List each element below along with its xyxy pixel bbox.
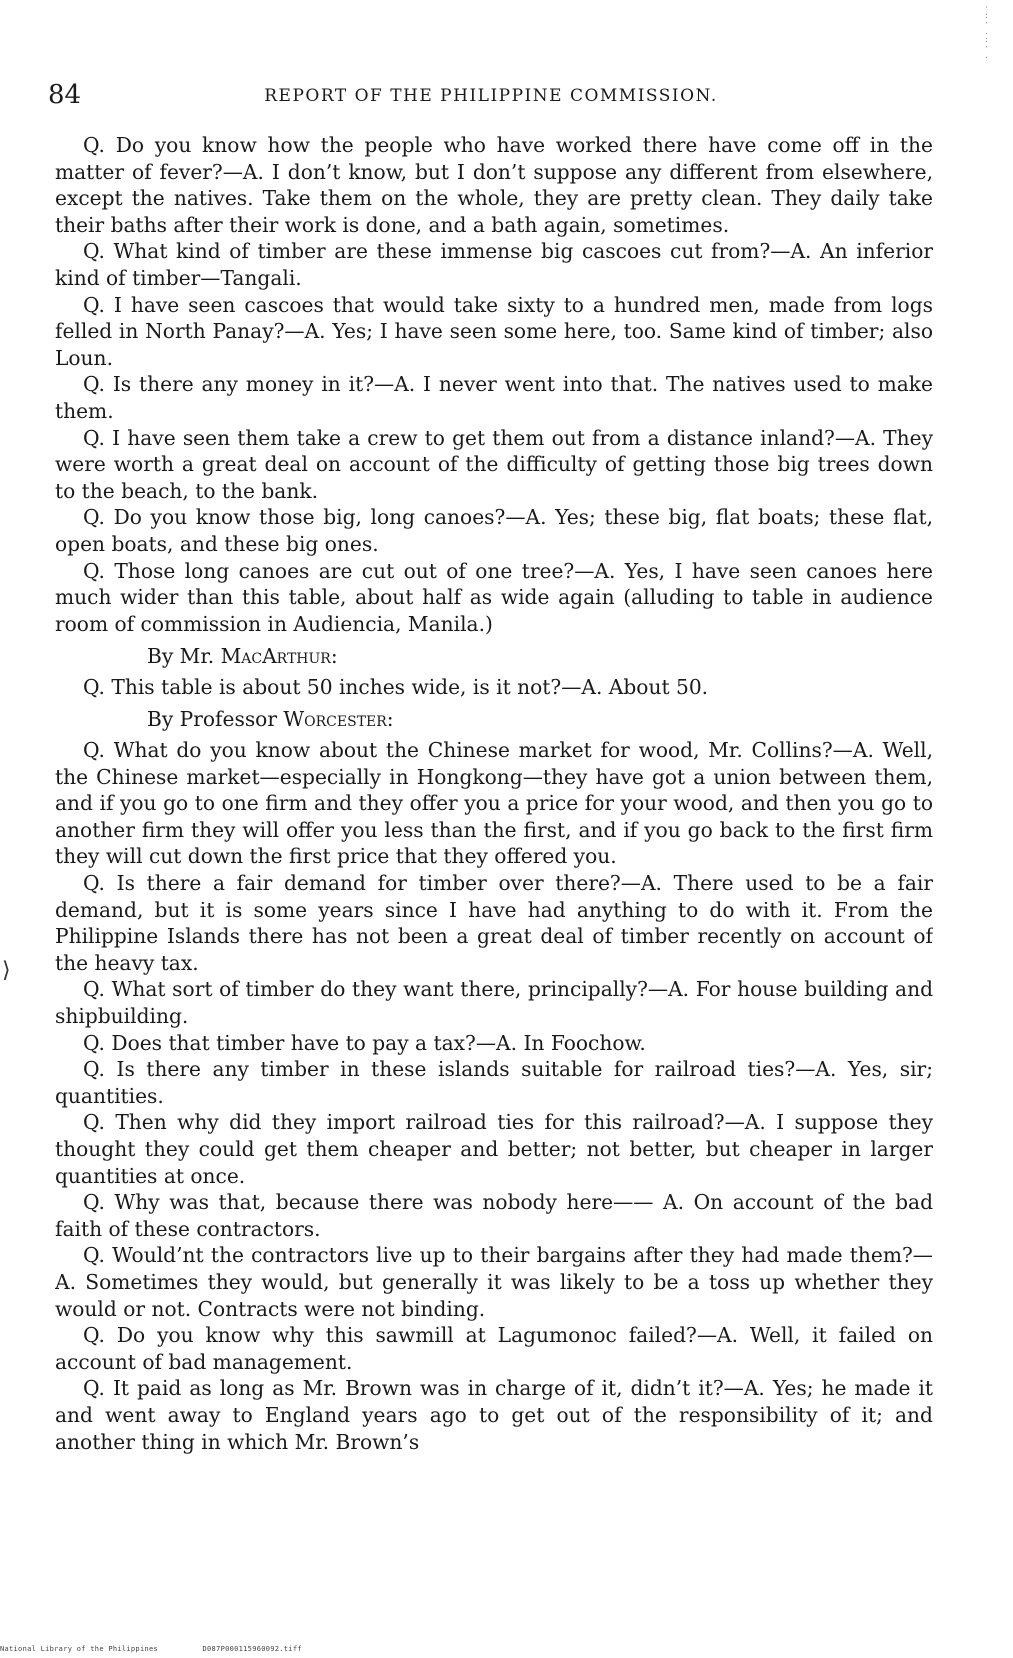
footer-library: National Library of the Philippines xyxy=(0,1645,159,1653)
paragraph: Q. Do you know those big, long canoes?—A. Yes; these big, flat boats; these flat, open boats, and these big ones. xyxy=(55,505,933,556)
running-title: REPORT OF THE PHILIPPINE COMMISSION. xyxy=(264,86,718,106)
scan-corner-noise: · : · . : · . xyxy=(985,3,989,61)
paragraph: Q. This table is about 50 inches wide, is it not?—A. About 50. xyxy=(83,674,709,699)
paragraph: Q. What sort of timber do they want there, principally?—A. For house building and shipbuilding. xyxy=(55,977,933,1028)
paragraph: Q. Would’nt the contractors live up to their bargains after they had made them?—A. Sometimes they would, but generally it was likely to be a toss up whether they would or not. Contracts were not binding. xyxy=(55,1243,933,1321)
paragraph: Q. Why was that, because there was nobody here—— A. On account of the bad faith of these contractors. xyxy=(55,1190,933,1241)
speaker-name: Worcester: xyxy=(283,707,394,732)
paragraph: Q. Those long canoes are cut out of one tree?—A. Yes, I have seen canoes here much wider than this table, about half as wide again (alluding to table in audience room of commission in Audiencia, Manila.) xyxy=(55,558,933,636)
page-header xyxy=(46,80,936,120)
paragraph: Q. It paid as long as Mr. Brown was in charge of it, didn’t it?—A. Yes; he made it and went away to England years ago to get out of the responsibility of it; and another thing in which Mr. Brown’s xyxy=(55,1376,933,1454)
footer-file: D087P000115960092.tiff xyxy=(202,1645,302,1653)
paragraph: Q. Do you know how the people who have worked there have come off in the matter of fever?—A. I don’t know, but I don’t suppose any different from elsewhere, except the natives. Take them on the whole, they are pretty clean. They daily take their baths after their work is done, and a bath again, sometimes. xyxy=(55,133,933,237)
paragraph: Q. What do you know about the Chinese market for wood, Mr. Collins?—A. Well, the Chinese market—especially in Hongkong—they have got a union between them, and if you go to one firm and they offer you a price for your wood, and then you go to another firm they will offer you less than the first, and if you go back to the first firm they will cut down the first price that they offered you. xyxy=(55,738,933,869)
paragraph: Q. Does that timber have to pay a tax?—A. In Foochow. xyxy=(83,1030,646,1055)
paragraph: Q. What kind of timber are these immense big cascoes cut from?—A. An inferior kind of timber—Tangali. xyxy=(55,239,933,290)
speaker-prefix: By Professor xyxy=(147,707,284,732)
speaker-heading xyxy=(55,706,933,733)
paragraph: Q. Is there a fair demand for timber over there?—A. There used to be a fair demand, but it is some years since I have had anything to do with it. From the Philippine Islands there has not been a great deal of timber recently on account of the heavy tax. xyxy=(55,871,933,975)
paragraph: Q. I have seen cascoes that would take sixty to a hundred men, made from logs felled in North Panay?—A. Yes; I have seen some here, too. Same kind of timber; also Loun. xyxy=(55,292,933,370)
speaker-heading xyxy=(55,643,933,670)
paragraph: Q. Do you know why this sawmill at Lagumonoc failed?—A. Well, it failed on account of bad management. xyxy=(55,1323,933,1374)
speaker-prefix: By Mr. xyxy=(147,644,221,669)
speaker-name: MacArthur: xyxy=(220,644,338,669)
paragraph: Q. Then why did they import railroad ties for this railroad?—A. I suppose they thought they could get them cheaper and better; not better, but cheaper in larger quantities at once. xyxy=(55,1110,933,1188)
paragraph: Q. Is there any timber in these islands suitable for railroad ties?—A. Yes, sir; quantities. xyxy=(55,1057,933,1108)
scan-footer xyxy=(0,1645,342,1653)
margin-mark: ⟩ xyxy=(2,958,11,983)
paragraph: Q. I have seen them take a crew to get them out from a distance inland?—A. They were worth a great deal on account of the difficulty of getting those big trees down to the beach, to the bank. xyxy=(55,425,933,503)
document-body xyxy=(55,132,933,1562)
paragraph: Q. Is there any money in it?—A. I never went into that. The natives used to make them. xyxy=(55,372,933,423)
page-number: 84 xyxy=(48,80,82,110)
